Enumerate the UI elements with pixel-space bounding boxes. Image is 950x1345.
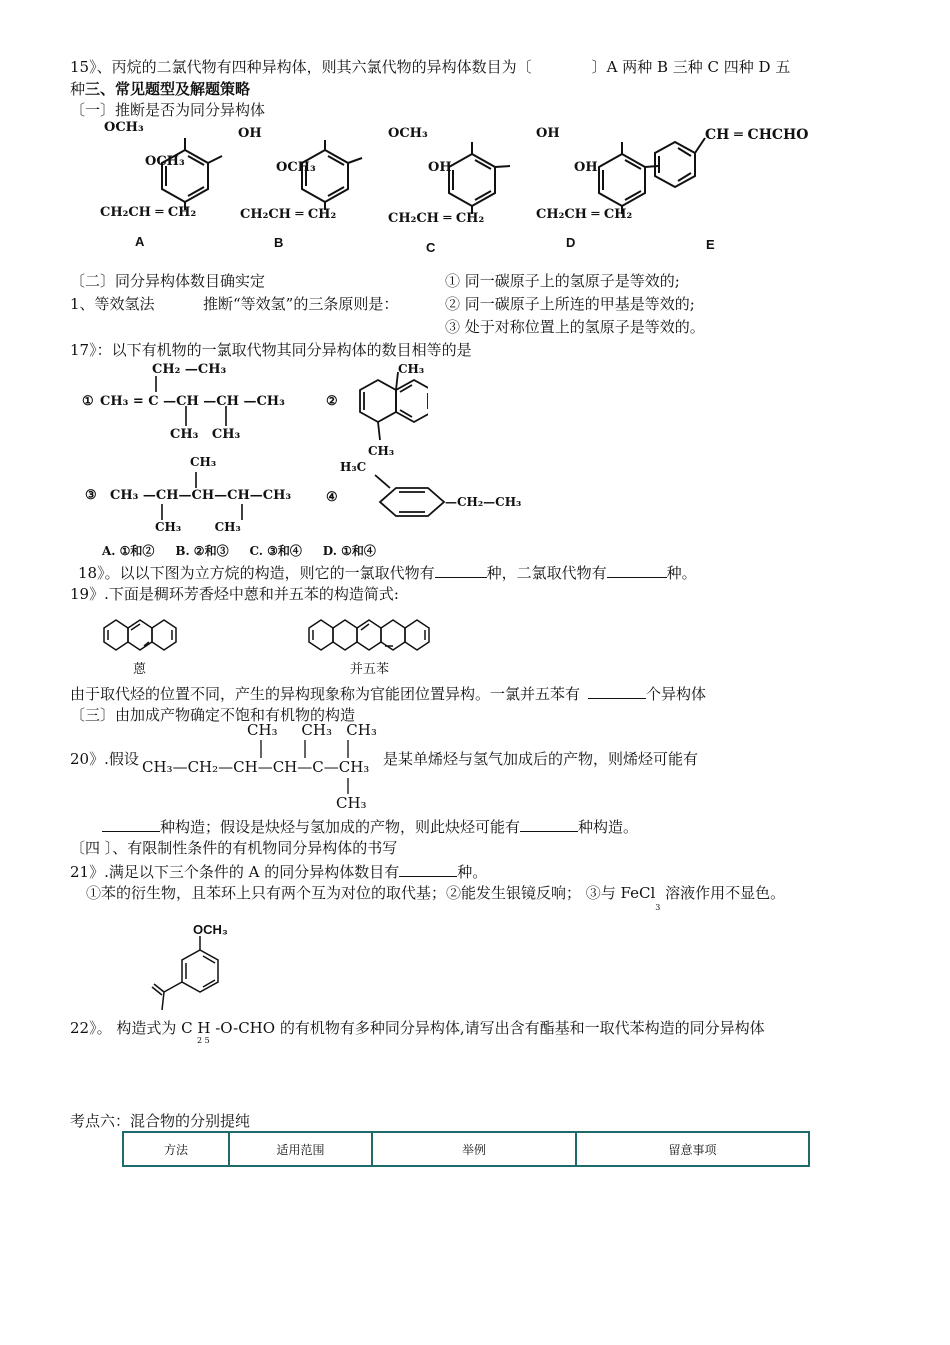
part2-title: 〔二〕同分异构体数目确实定 <box>70 272 266 290</box>
q17-num-3: ③ <box>85 488 97 503</box>
q18-blank-1 <box>435 563 487 578</box>
mol-e-side: CH ═ CHCHO <box>705 127 809 143</box>
rule-1: ① 同一碳原子上的氢原子是等效的; <box>445 272 680 290</box>
mol-a-och3-side: OCH₃ <box>145 154 185 169</box>
q18-text: 18》。以以下图为立方烷的构造，则它的一氯取代物有 种，二氯取代物有 种。 <box>78 564 697 582</box>
q17-num-2: ② <box>326 394 338 409</box>
mol-d-oh-top: OH <box>536 126 560 141</box>
separation-methods-table <box>122 1131 810 1167</box>
q20-num: 20》.假设 <box>70 750 139 768</box>
label-c: C <box>426 240 436 255</box>
q17-m1-main: CH₃ = C —CH —CH —CH₃ <box>100 394 285 409</box>
label-d: D <box>566 235 576 250</box>
mol-c-och3: OCH₃ <box>388 126 428 141</box>
part4-title: 〔四 〕、有限制性条件的有机物同分异构体的书写 <box>70 839 398 857</box>
rule-2: ② 同一碳原子上所连的甲基是等效的; <box>445 295 695 313</box>
label-a: A <box>135 234 145 249</box>
q15-wrap: 种三、常见题型及解题策略 <box>70 80 251 98</box>
section3-title: 三、常见题型及解题策略 <box>85 80 251 98</box>
mol-d-oh-side: OH <box>574 160 598 175</box>
pentacene-structure <box>305 608 445 658</box>
q17-text: 17》：以下有机物的一氯取代物其同分异构体的数目相等的是 <box>70 341 472 359</box>
rule-3: ③ 处于对称位置上的氢原子是等效的。 <box>445 318 705 336</box>
q17-m3-main: CH₃ —CH—CH—CH—CH₃ <box>110 488 292 503</box>
q17-m1-top: CH₂ —CH₃ <box>152 362 227 377</box>
q19-blank <box>588 684 646 699</box>
q20-bonds <box>255 738 365 798</box>
anthracene-structure <box>100 608 190 658</box>
q21-blank <box>399 862 457 877</box>
q17-m3-top: CH₃ <box>190 455 217 469</box>
header-method: 方法 <box>123 1132 229 1166</box>
q20-tail: 是某单烯烃与氢气加成后的产物，则烯烃可能有 <box>383 750 699 768</box>
q15-text: 15》、丙烷的二氯代物有四种异构体，则其六氯代物的异构体数目为〔 〕A 两种 B 三种 C 四种 D 五 <box>70 58 791 76</box>
q19-text: 19》.下面是稠环芳香烃中蒽和并五苯的构造简式: <box>70 585 399 603</box>
q17-m1-bottom: CH₃ CH₃ <box>170 427 241 442</box>
anthracene-label: 蒽 <box>133 661 147 676</box>
q20-bottom: CH₃ <box>336 794 367 812</box>
q17-m4-right: —CH₂—CH₃ <box>445 495 522 509</box>
mol-a-allyl: CH₂CH ═ CH₂ <box>100 205 197 220</box>
mol-b-oh: OH <box>238 126 262 141</box>
q21-conditions: ①苯的衍生物，且苯环上只有两个互为对位的取代基；②能发生银镜反响； ③与 FeCl$_3$ 溶液作用不显色。 <box>86 884 786 912</box>
q21-text: 21》.满足以下三个条件的 A 的同分异构体数目有 种。 <box>70 863 488 881</box>
mol-a-och3-top: OCH₃ <box>104 120 144 135</box>
q20-blank-2 <box>520 817 578 832</box>
q17-m1-bonds <box>150 376 270 431</box>
mol-b-allyl: CH₂CH ═ CH₂ <box>240 207 337 222</box>
q17-m4-left: H₃C <box>340 460 367 474</box>
q17-m2-top: CH₃ <box>398 362 425 376</box>
pentacene-label: 并五苯 <box>350 661 390 676</box>
q20-blank-1 <box>102 817 160 832</box>
header-scope: 适用范围 <box>229 1132 372 1166</box>
method-equiv-h: 1、等效氢法 <box>70 295 155 313</box>
q17-m3-bottom: CH₃ CH₃ <box>155 520 241 534</box>
part3-title: 〔三〕由加成产物确定不饱和有机物的构造 <box>70 706 356 724</box>
q17-num-1: ① <box>82 394 94 409</box>
q20-main-chain: CH₃—CH₂—CH—CH—C—CH₃ <box>142 758 370 776</box>
label-b: B <box>274 235 284 250</box>
mol-c-oh: OH <box>428 160 452 175</box>
header-notes: 留意事项 <box>576 1132 809 1166</box>
q20-top: CH₃ CH₃ CH₃ <box>247 721 377 739</box>
part1-title: 〔一〕推断是否为同分异构体 <box>70 101 266 119</box>
q21-och3: OCH₃ <box>193 922 228 937</box>
topic6-title: 考点六：混合物的分别提纯 <box>70 1112 251 1130</box>
table-header-row <box>123 1132 809 1166</box>
q17-m3-bonds <box>150 470 250 525</box>
q22-subscript: 2 5 <box>197 1036 210 1045</box>
mol-d-allyl: CH₂CH ═ CH₂ <box>536 207 633 222</box>
q18-blank-2 <box>607 563 667 578</box>
label-e: E <box>706 237 715 252</box>
q20-line2: 种构造；假设是炔烃与氢加成的产物，则此炔烃可能有 种构造。 <box>102 817 638 836</box>
mol-b-och3: OCH₃ <box>276 160 316 175</box>
q17-num-4: ④ <box>326 490 338 505</box>
q19-question: 由于取代烃的位置不同，产生的异构现象称为官能团位置异构。一氯并五苯有 个异构体 <box>70 685 707 703</box>
q17-m2-bottom: CH₃ <box>368 444 395 458</box>
rules-intro: 推断“等效氢”的三条原则是： <box>203 295 399 313</box>
q17-options: A. ①和② B. ②和③ C. ③和④ D. ①和④ <box>102 544 376 558</box>
header-example: 举例 <box>372 1132 576 1166</box>
mol-c-allyl: CH₂CH ═ CH₂ <box>388 211 485 226</box>
q22-text: 22》。 构造式为 C H -O-CHO 的有机物有多种同分异构体,请写出含有酯基和一取代苯构造的同分异构体 <box>70 1019 765 1037</box>
